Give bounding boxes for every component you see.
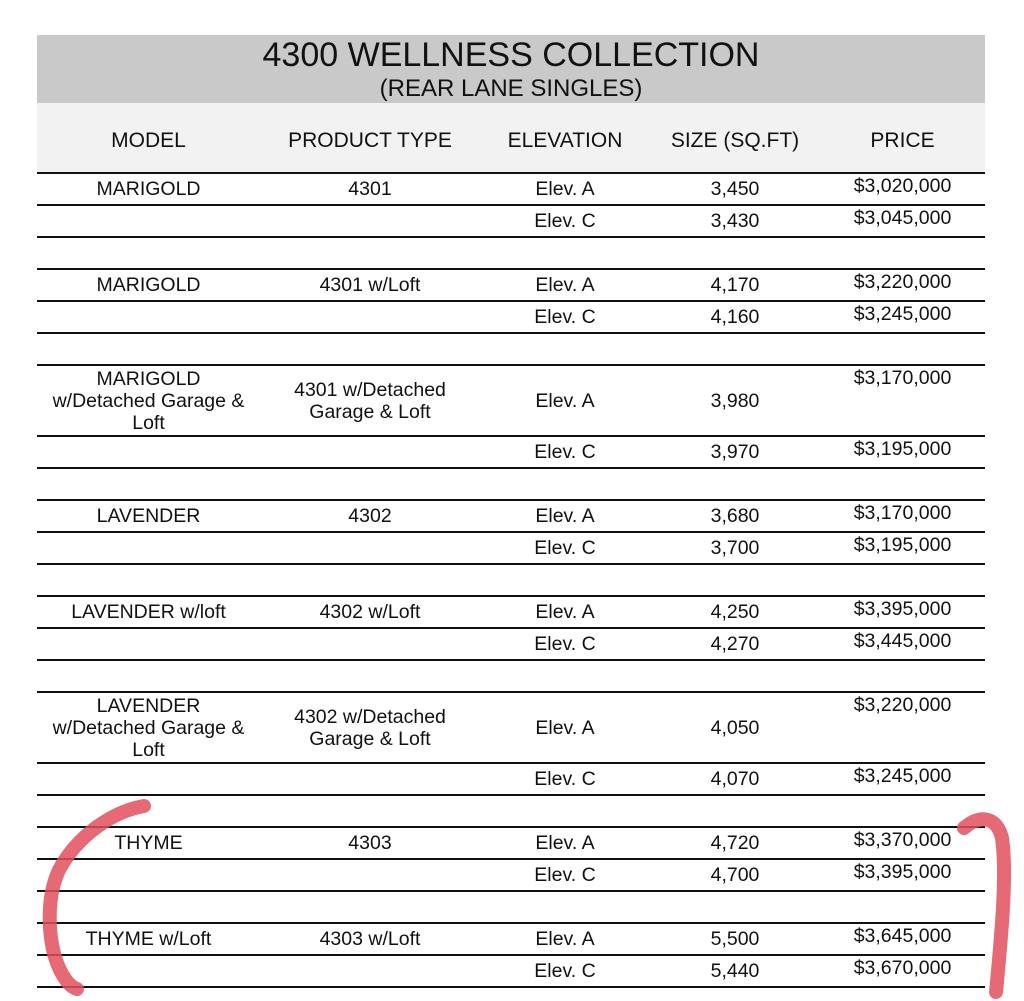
table-row [37,270,985,302]
price-cell: $3,445,000 [853,630,952,652]
price-cell: $3,220,000 [853,694,952,716]
price-cell: $3,020,000 [853,175,952,197]
size-cell: 5,500 [710,928,760,950]
size-cell: 3,450 [710,178,760,200]
size-cell: 4,070 [710,768,760,790]
elevation-cell: Elev. C [534,768,596,790]
size-cell: 5,440 [710,960,760,982]
table-row [37,366,985,437]
spacer-row [37,796,985,828]
size-cell: 4,160 [710,306,760,328]
table-row [37,629,985,661]
column-header-price: PRICE [870,129,935,152]
price-sheet [37,35,985,988]
product-type-cell: 4301 w/Loft [319,274,421,296]
price-cell: $3,170,000 [853,502,952,524]
size-cell: 3,970 [710,441,760,463]
size-cell: 4,700 [710,864,760,886]
elevation-cell: Elev. A [535,389,595,412]
spacer-row [37,334,985,366]
spacer-row [37,661,985,693]
column-header-elevation: ELEVATION [507,129,623,152]
table-row [37,924,985,956]
spacer-row [37,238,985,270]
table-row [37,597,985,629]
table-row [37,764,985,796]
table-body [37,172,985,988]
table-row [37,828,985,860]
price-cell: $3,195,000 [853,438,952,460]
elevation-cell: Elev. C [534,864,596,886]
size-cell: 3,700 [710,537,760,559]
elevation-cell: Elev. A [535,716,595,739]
title-band [37,35,985,103]
elevation-cell: Elev. C [534,960,596,982]
size-cell: 4,250 [710,601,760,623]
product-type-cell: 4303 [348,832,392,854]
product-type-cell: 4303 w/Loft [319,928,421,950]
elevation-cell: Elev. A [535,274,595,296]
table-row [37,437,985,469]
price-cell: $3,670,000 [853,957,952,979]
column-header-model: MODEL [111,129,186,152]
product-type-cell: 4302 [348,505,392,527]
size-cell: 4,270 [710,633,760,655]
price-cell: $3,045,000 [853,207,952,229]
spacer-row [37,892,985,924]
table-row [37,501,985,533]
size-cell: 3,980 [710,389,760,412]
table-row [37,302,985,334]
price-cell: $3,245,000 [853,765,952,787]
table-row [37,860,985,892]
elevation-cell: Elev. C [534,306,596,328]
size-cell: 4,050 [710,716,760,739]
model-cell: THYME w/Loft [85,928,212,950]
product-type-cell: 4301 w/Detached Garage & Loft [294,378,446,423]
elevation-cell: Elev. C [534,537,596,559]
table-row [37,693,985,764]
product-type-cell: 4302 w/Loft [319,601,421,623]
elevation-cell: Elev. A [535,928,595,950]
column-header-row [37,103,985,172]
price-cell: $3,170,000 [853,367,952,389]
model-cell: MARIGOLD [96,178,201,200]
price-cell: $3,395,000 [853,861,952,883]
size-cell: 3,680 [710,505,760,527]
table-row [37,206,985,238]
elevation-cell: Elev. A [535,178,595,200]
model-cell: MARIGOLD w/Detached Garage & Loft [52,367,245,434]
model-cell: THYME [114,832,183,854]
column-header-size: SIZE (SQ.FT) [670,129,800,152]
elevation-cell: Elev. C [534,210,596,232]
elevation-cell: Elev. A [535,505,595,527]
size-cell: 4,170 [710,274,760,296]
model-cell: MARIGOLD [96,274,201,296]
product-type-cell: 4302 w/Detached Garage & Loft [294,705,446,750]
model-cell: LAVENDER [96,505,201,527]
spacer-row [37,469,985,501]
table-row [37,956,985,988]
price-cell: $3,395,000 [853,598,952,620]
page-title: 4300 WELLNESS COLLECTION [262,36,760,74]
price-cell: $3,195,000 [853,534,952,556]
column-header-product-type: PRODUCT TYPE [288,129,452,152]
table-row [37,174,985,206]
price-cell: $3,220,000 [853,271,952,293]
price-cell: $3,645,000 [853,925,952,947]
model-cell: LAVENDER w/loft [71,601,226,623]
elevation-cell: Elev. A [535,832,595,854]
size-cell: 4,720 [710,832,760,854]
table-row [37,533,985,565]
page-subtitle: (REAR LANE SINGLES) [379,75,643,102]
model-cell: LAVENDER w/Detached Garage & Loft [52,694,245,761]
price-cell: $3,370,000 [853,829,952,851]
elevation-cell: Elev. C [534,441,596,463]
product-type-cell: 4301 [348,178,392,200]
elevation-cell: Elev. C [534,633,596,655]
spacer-row [37,565,985,597]
price-cell: $3,245,000 [853,303,952,325]
size-cell: 3,430 [710,210,760,232]
elevation-cell: Elev. A [535,601,595,623]
